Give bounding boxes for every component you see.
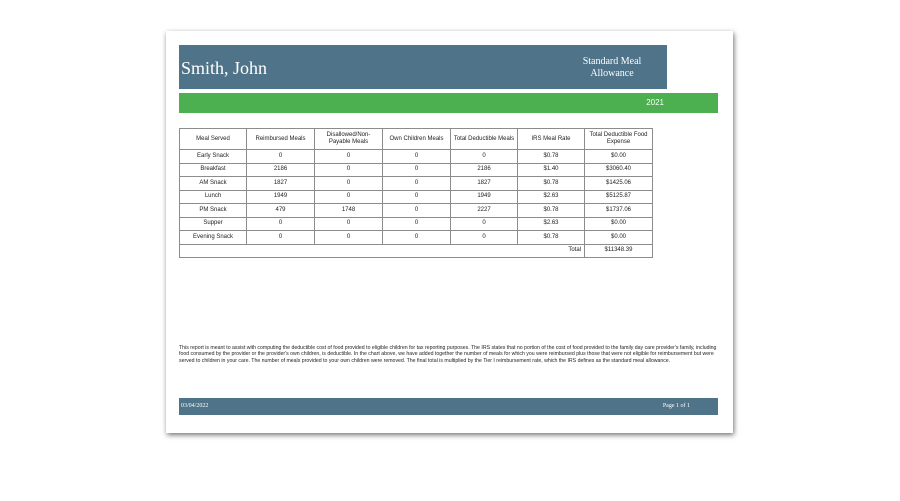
table-cell: 1949 xyxy=(247,190,315,204)
provider-name: Smith, John xyxy=(181,58,268,78)
table-cell: $0.78 xyxy=(518,204,585,218)
table-cell: 1827 xyxy=(247,177,315,191)
table-cell: 0 xyxy=(247,150,315,164)
table-cell: Supper xyxy=(180,217,247,231)
table-row xyxy=(180,190,653,204)
table-cell: 2227 xyxy=(451,204,518,218)
table-cell: 0 xyxy=(383,190,451,204)
table-cell: 0 xyxy=(383,163,451,177)
table-cell: $5125.87 xyxy=(585,190,653,204)
table-cell: 0 xyxy=(315,190,383,204)
report-page xyxy=(166,31,733,433)
report-title xyxy=(572,56,652,80)
table-cell: 0 xyxy=(315,150,383,164)
table-cell: $2.63 xyxy=(518,217,585,231)
table-cell: AM Snack xyxy=(180,177,247,191)
column-header: Disallowed/Non-Payable Meals xyxy=(315,129,383,150)
year-bar xyxy=(179,93,718,113)
table-cell: Breakfast xyxy=(180,163,247,177)
table-cell: 0 xyxy=(383,231,451,245)
total-label: Total xyxy=(180,244,585,258)
table-cell: 0 xyxy=(383,177,451,191)
column-header: Total Deductible Meals xyxy=(451,129,518,150)
total-row xyxy=(180,244,653,258)
table-cell: $0.78 xyxy=(518,150,585,164)
column-header: Meal Served xyxy=(180,129,247,150)
table-cell: 0 xyxy=(315,231,383,245)
column-header: IRS Meal Rate xyxy=(518,129,585,150)
table-cell: $0.78 xyxy=(518,231,585,245)
table-cell: 0 xyxy=(451,150,518,164)
table-cell: Lunch xyxy=(180,190,247,204)
table-cell: Early Snack xyxy=(180,150,247,164)
table-cell: $2.63 xyxy=(518,190,585,204)
total-value: $11348.39 xyxy=(585,244,653,258)
table-cell: $1737.06 xyxy=(585,204,653,218)
table-cell: $0.00 xyxy=(585,231,653,245)
table-cell: 479 xyxy=(247,204,315,218)
table-cell: 0 xyxy=(451,231,518,245)
report-footer xyxy=(179,398,718,415)
table-cell: $0.00 xyxy=(585,150,653,164)
report-title-line1: Standard Meal xyxy=(582,56,642,67)
page-number: Page 1 of 1 xyxy=(662,403,690,409)
column-header: Total Deductible Food Expense xyxy=(585,129,653,150)
table-cell: $1425.06 xyxy=(585,177,653,191)
table-row xyxy=(180,150,653,164)
table-cell: $3060.40 xyxy=(585,163,653,177)
table-cell: $1.40 xyxy=(518,163,585,177)
table-row xyxy=(180,177,653,191)
table-cell: 0 xyxy=(383,204,451,218)
column-header: Own Children Meals xyxy=(383,129,451,150)
table-row xyxy=(180,217,653,231)
table-cell: 0 xyxy=(315,217,383,231)
table-cell: 0 xyxy=(383,150,451,164)
table-cell: 0 xyxy=(315,163,383,177)
table-cell: 0 xyxy=(451,217,518,231)
table-cell: 2186 xyxy=(451,163,518,177)
report-description: This report is meant to assist with computing the deductible cost of food provided to eligible children for tax reporting purposes. The IRS states that no portion of the cost of food provided to the family day care provider's family, including food consumed by the provider or the provider's own children, is deductible. In the chart above, we have added together the number of meals for which you were reimbursed plus those that were not eligible for reimbursement but were served to children in your care. The number of meals provided to your own children were removed. The final total is multiplied by the Tier I reimbursement rate, which the IRS defines as the standard meal allowance. xyxy=(179,345,717,364)
report-date: 03/04/2022 xyxy=(181,403,209,409)
table-cell: 2186 xyxy=(247,163,315,177)
table-cell: 1748 xyxy=(315,204,383,218)
table-cell: 1949 xyxy=(451,190,518,204)
table-cell: 1827 xyxy=(451,177,518,191)
table-cell: PM Snack xyxy=(180,204,247,218)
column-header: Reimbursed Meals xyxy=(247,129,315,150)
table-row xyxy=(180,231,653,245)
table-cell: 0 xyxy=(247,217,315,231)
table-cell: $0.00 xyxy=(585,217,653,231)
report-header xyxy=(179,45,667,89)
table-header-row xyxy=(180,129,653,150)
report-title-line2: Allowance xyxy=(590,68,634,79)
report-year: 2021 xyxy=(646,98,664,107)
meal-table xyxy=(179,128,653,258)
table-cell: Evening Snack xyxy=(180,231,247,245)
table-cell: 0 xyxy=(315,177,383,191)
table-cell: 0 xyxy=(247,231,315,245)
table-cell: 0 xyxy=(383,217,451,231)
table-row xyxy=(180,204,653,218)
table-row xyxy=(180,163,653,177)
table-cell: $0.78 xyxy=(518,177,585,191)
